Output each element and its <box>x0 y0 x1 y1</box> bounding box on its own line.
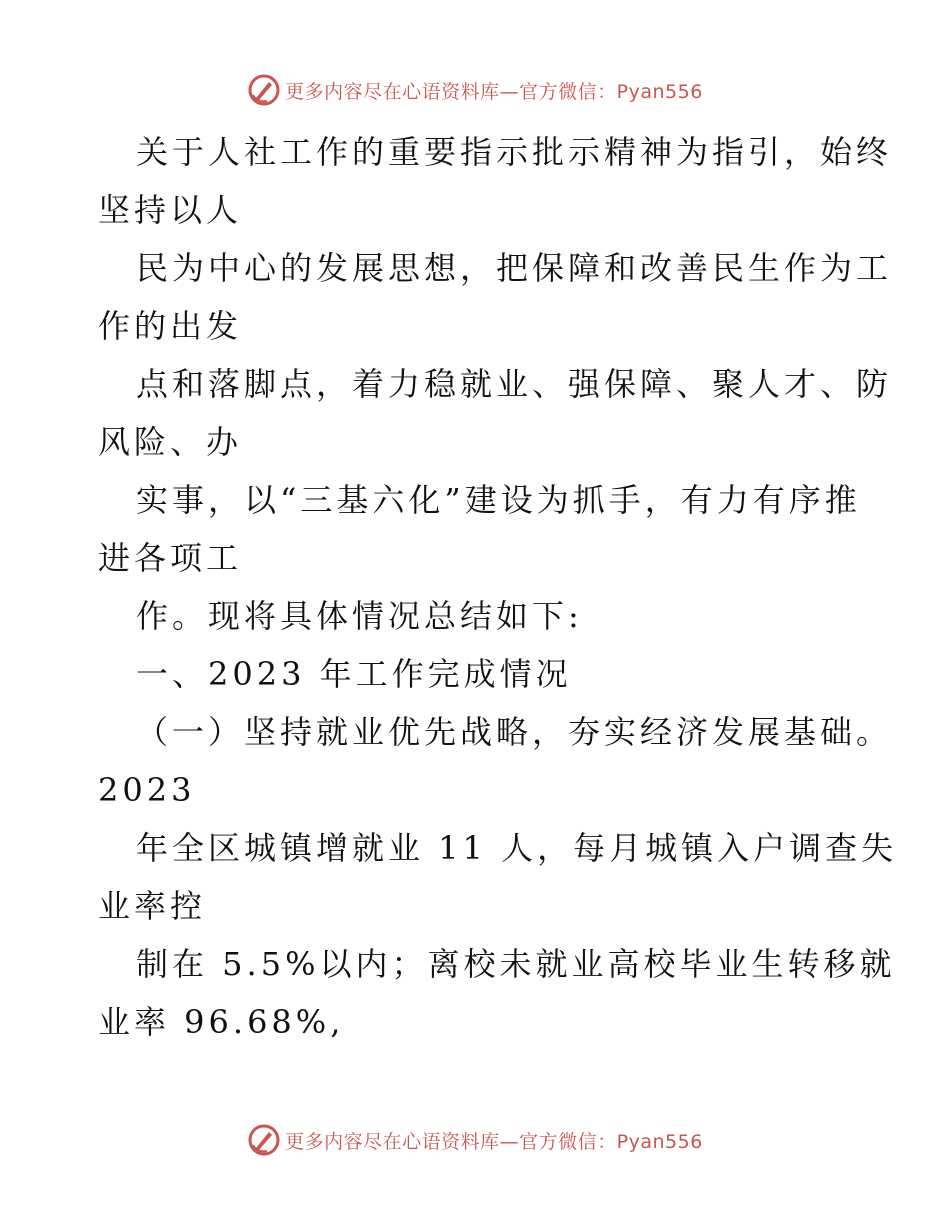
body-line: 作的出发 <box>98 307 243 345</box>
watermark-footer <box>0 1120 950 1160</box>
quill-logo-icon <box>247 73 281 107</box>
body-line: 民为中心的发展思想，把保障和改善民生作为工 <box>136 249 893 287</box>
body-line: 实事，以“三基六化”建设为抓手，有力有序推 <box>136 481 861 519</box>
watermark-text: 更多内容尽在心语资料库—官方微信：Pyan556 <box>285 80 703 103</box>
body-line: 风险、办 <box>98 423 243 461</box>
body-line: 业率 96.68%, <box>98 1003 345 1041</box>
body-line: 2023 <box>98 771 196 809</box>
body-line: 作。现将具体情况总结如下: <box>136 597 583 635</box>
quill-logo-icon <box>247 1123 281 1157</box>
body-line: 制在 5.5%以内；离校未就业高校毕业生转移就 <box>136 945 896 983</box>
watermark-text: 更多内容尽在心语资料库—官方微信：Pyan556 <box>285 1130 703 1153</box>
watermark-header <box>0 70 950 110</box>
body-line: 业率控 <box>98 887 207 925</box>
section-heading: 一、2023 年工作完成情况 <box>136 655 572 693</box>
subsection-heading: （一）坚持就业优先战略，夯实经济发展基础。 <box>136 713 893 751</box>
body-line: 点和落脚点，着力稳就业、强保障、聚人才、防 <box>136 365 893 403</box>
document-body <box>98 123 898 1051</box>
body-line: 进各项工 <box>98 539 243 577</box>
body-line: 坚持以人 <box>98 191 243 229</box>
body-line: 年全区城镇增就业 11 人，每月城镇入户调查失 <box>136 829 898 867</box>
body-line: 关于人社工作的重要指示批示精神为指引，始终 <box>136 133 893 171</box>
